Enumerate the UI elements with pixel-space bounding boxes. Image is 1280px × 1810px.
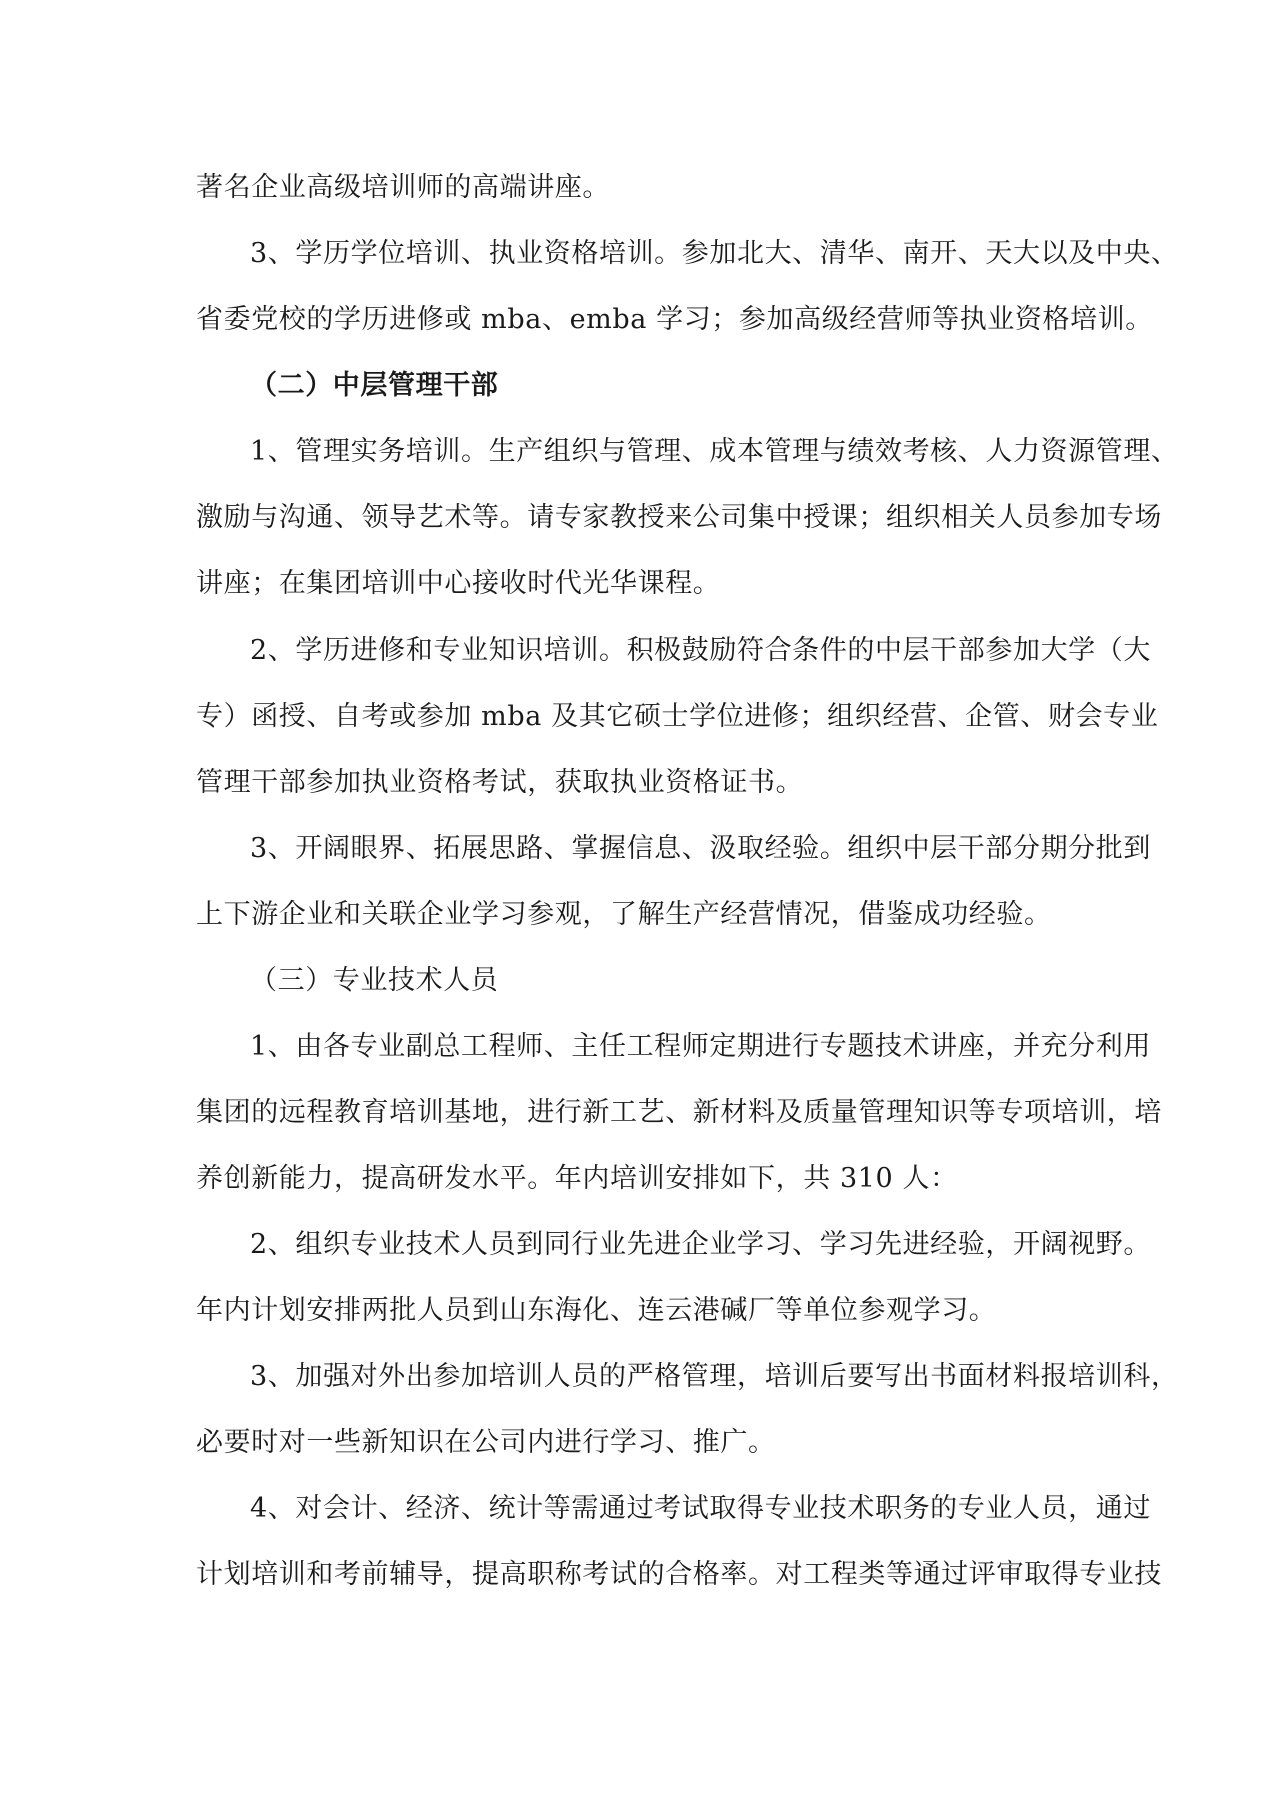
paragraph-line: 管理干部参加执业资格考试，获取执业资格证书。: [196, 767, 804, 798]
paragraph-line: 3、学历学位培训、执业资格培训。参加北大、清华、南开、天大以及中央、: [250, 238, 1179, 269]
paragraph-line: 著名企业高级培训师的高端讲座。: [196, 172, 610, 203]
paragraph-line: 激励与沟通、领导艺术等。请专家教授来公司集中授课；组织相关人员参加专场: [196, 502, 1162, 533]
paragraph-line: 养创新能力，提高研发水平。年内培训安排如下，共 310 人：: [196, 1163, 958, 1194]
paragraph-line: 3、加强对外出参加培训人员的严格管理，培训后要写出书面材料报培训科，: [250, 1361, 1179, 1392]
paragraph-line: 上下游企业和关联企业学习参观，了解生产经营情况，借鉴成功经验。: [196, 899, 1052, 930]
paragraph-line: 必要时对一些新知识在公司内进行学习、推广。: [196, 1427, 776, 1458]
section-heading: （三）专业技术人员: [250, 965, 499, 996]
paragraph-line: 2、组织专业技术人员到同行业先进企业学习、学习先进经验，开阔视野。: [250, 1229, 1151, 1260]
paragraph-line: 1、由各专业副总工程师、主任工程师定期进行专题技术讲座，并充分利用: [250, 1031, 1151, 1062]
section-heading: （二）中层管理干部: [250, 370, 499, 401]
paragraph-line: 年内计划安排两批人员到山东海化、连云港碱厂等单位参观学习。: [196, 1295, 997, 1326]
paragraph-line: 集团的远程教育培训基地，进行新工艺、新材料及质量管理知识等专项培训，培: [196, 1097, 1162, 1128]
paragraph-line: 讲座；在集团培训中心接收时代光华课程。: [196, 568, 721, 599]
paragraph-line: 专）函授、自考或参加 mba 及其它硕士学位进修；组织经营、企管、财会专业: [196, 701, 1159, 732]
paragraph-line: 计划培训和考前辅导，提高职称考试的合格率。对工程类等通过评审取得专业技: [196, 1559, 1162, 1590]
paragraph-line: 省委党校的学历进修或 mba、emba 学习；参加高级经营师等执业资格培训。: [196, 304, 1153, 335]
paragraph-line: 1、管理实务培训。生产组织与管理、成本管理与绩效考核、人力资源管理、: [250, 436, 1179, 467]
paragraph-line: 3、开阔眼界、拓展思路、掌握信息、汲取经验。组织中层干部分期分批到: [250, 833, 1151, 864]
paragraph-line: 4、对会计、经济、统计等需通过考试取得专业技术职务的专业人员，通过: [250, 1493, 1151, 1524]
paragraph-line: 2、学历进修和专业知识培训。积极鼓励符合条件的中层干部参加大学（大: [250, 635, 1151, 666]
